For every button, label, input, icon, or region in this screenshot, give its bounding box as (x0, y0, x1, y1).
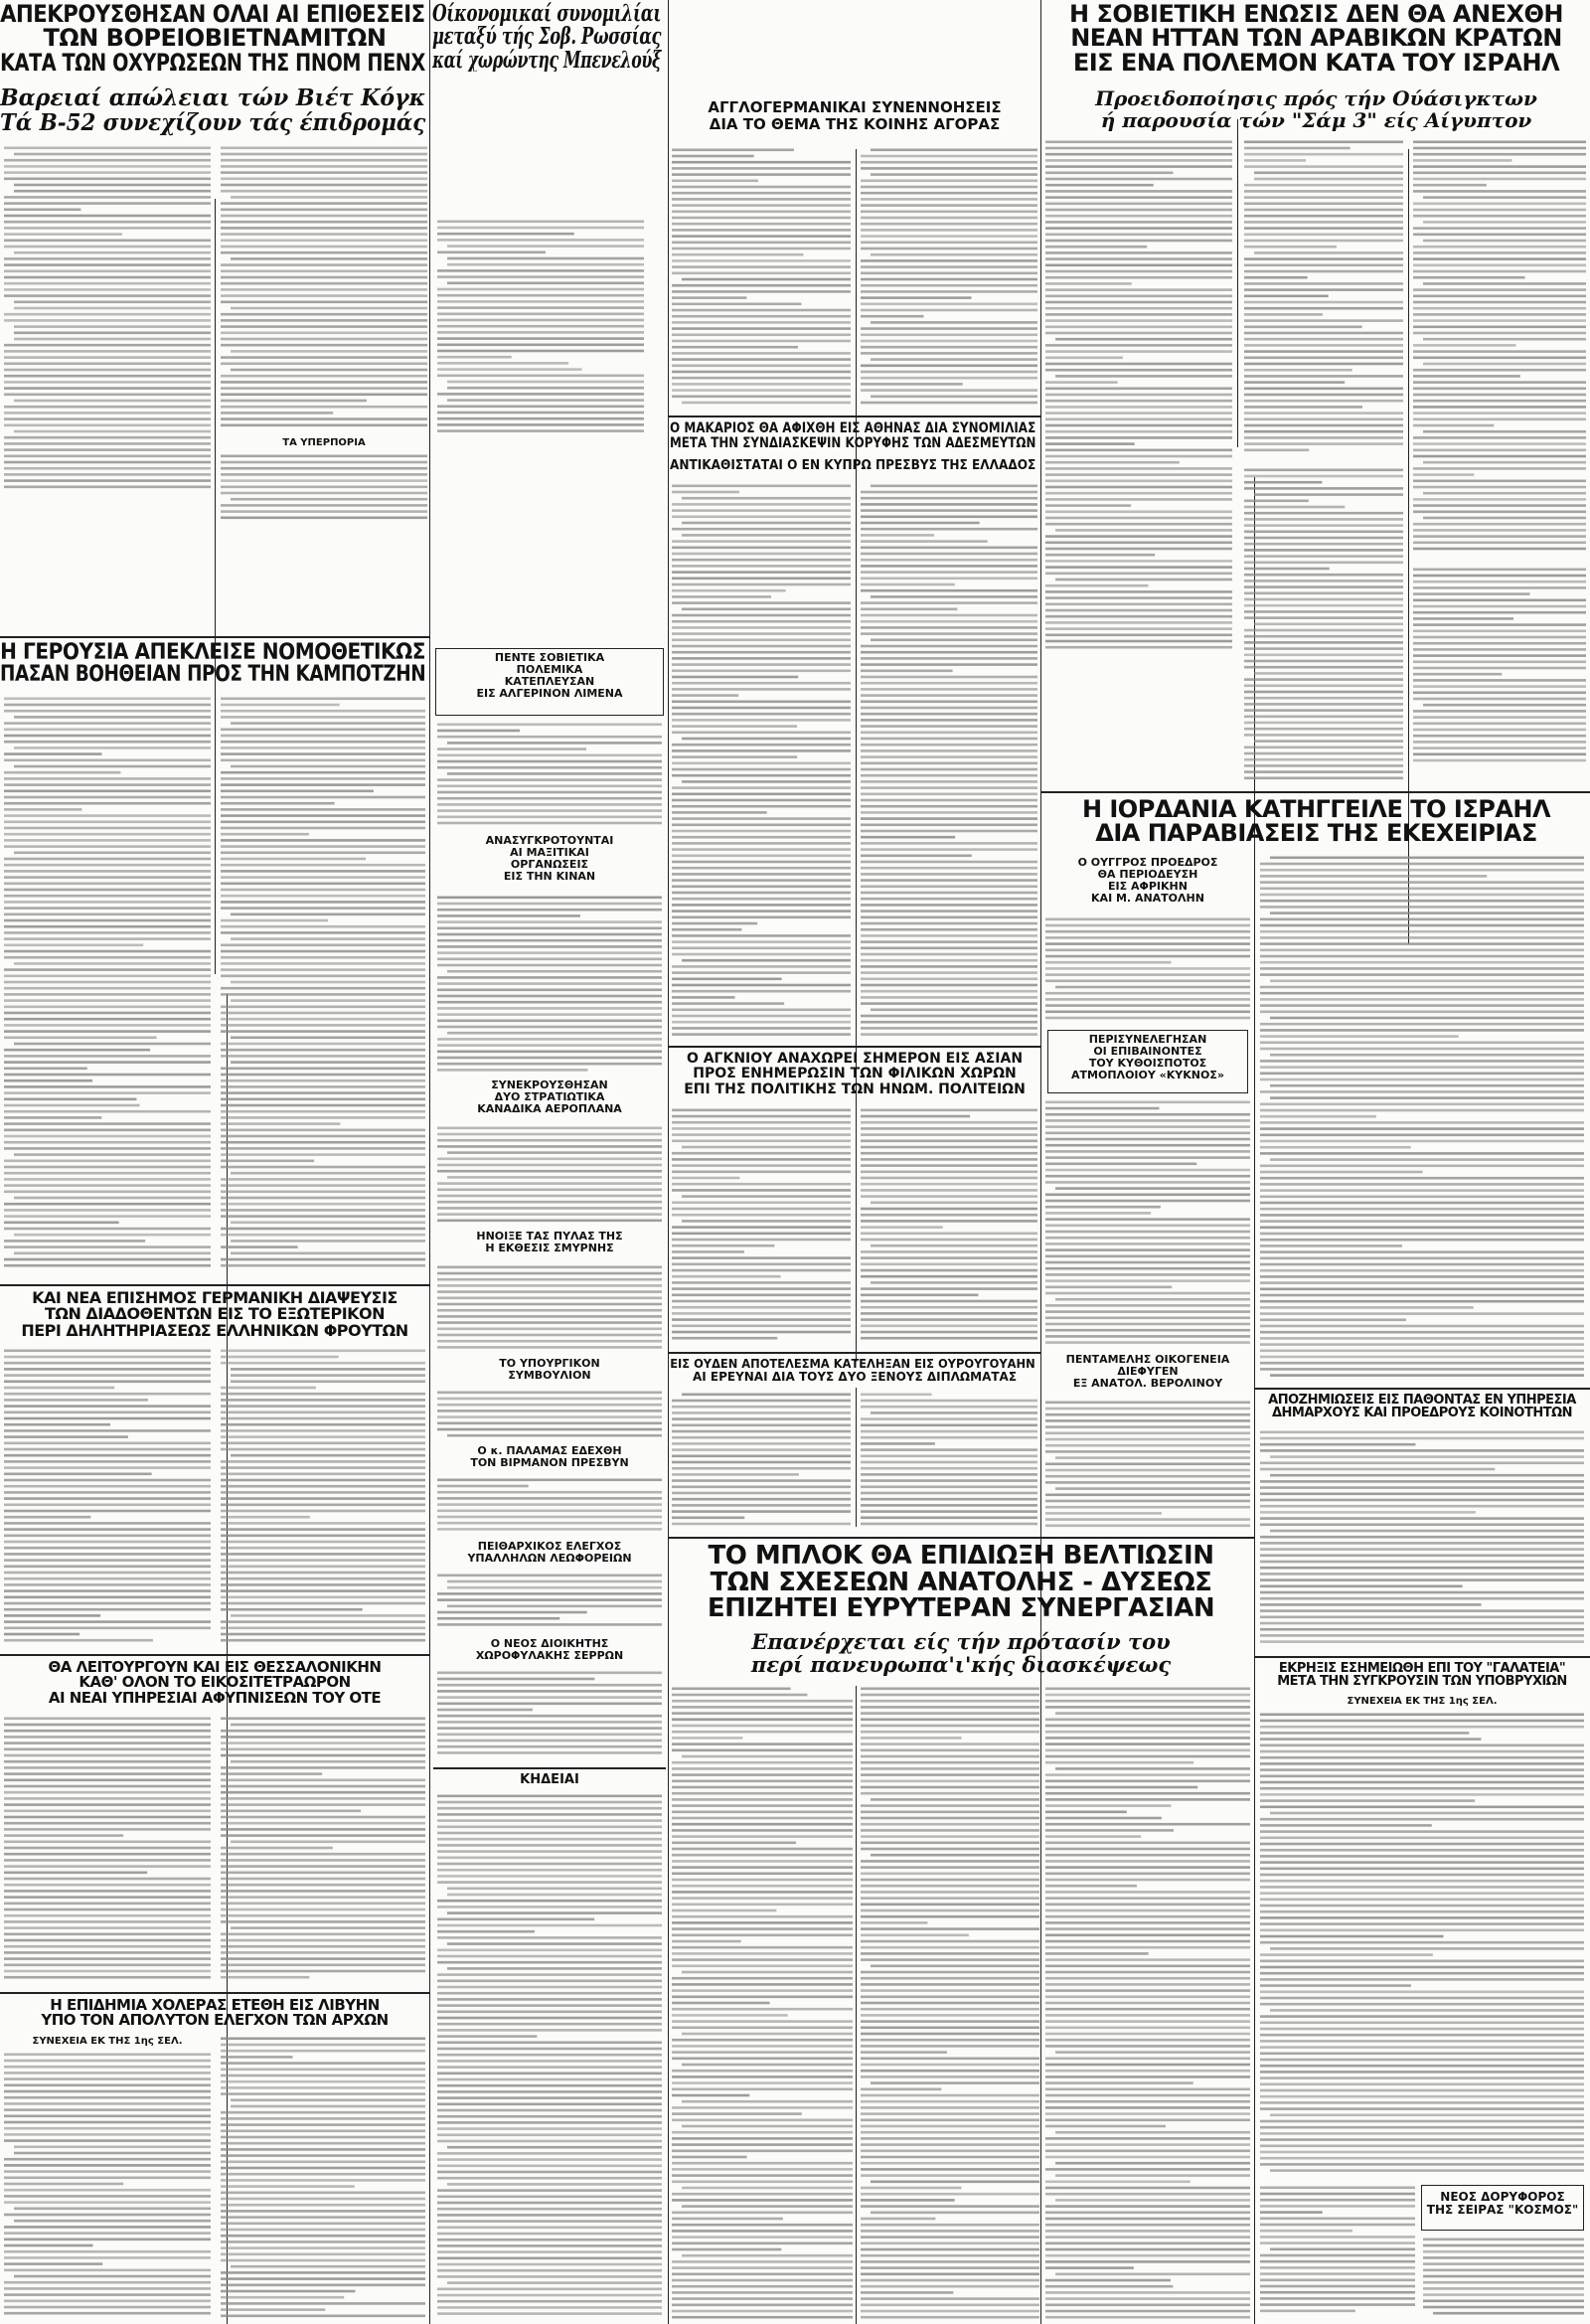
section-title-collision (437, 1079, 662, 1115)
article-text (672, 1107, 851, 1346)
kicker-line: ΚΗΔΕΙΑΙ (520, 1773, 579, 1787)
article-text (672, 1686, 853, 2322)
text-lines-graphic (4, 1348, 211, 1646)
article-text (1045, 1099, 1250, 1348)
section-title-hungarian (1045, 857, 1250, 905)
article-text (437, 895, 662, 1074)
text-lines-graphic (221, 145, 427, 433)
text-lines-graphic (1045, 916, 1250, 1026)
headline-line: ΔΗΜΑΡΧΟΥΣ ΚΑΙ ΠΡΟΕΔΡΟΥΣ ΚΟΙΝΟΤΗΤΩΝ (1271, 1406, 1573, 1420)
column-rule (668, 0, 669, 2324)
kicker-line: ΗΝΟΙΞΕ ΤΑΣ ΠΥΛΑΣ ΤΗΣ (476, 1231, 623, 1243)
text-lines-graphic (437, 722, 662, 831)
column-rule (856, 1686, 857, 2324)
headline-line: ΚΑΙ ΝΕΑ ΕΠΙΣΗΜΟΣ ΓΕΡΜΑΝΙΚΗ ΔΙΑΨΕΥΣΙΣ (32, 1290, 398, 1307)
text-lines-graphic (1260, 855, 1584, 1382)
headline-line: ΑΠΟΖΗΜΙΩΣΕΙΣ ΕΙΣ ΠΑΘΟΝΤΑΣ ΕΝ ΥΠΗΡΕΣΙΑ (1268, 1394, 1576, 1408)
text-lines-graphic (1045, 1400, 1250, 1533)
headline-line: ΑΠΕΚΡΟΥΣΘΗΣΑΝ ΟΛΑΙ ΑΙ ΕΠΙΘΕΣΕΙΣ (0, 2, 425, 28)
headline-line: ΕΠΙΖΗΤΕΙ ΕΥΡΥΤΕΡΑΝ ΣΥΝΕΡΓΑΣΙΑΝ (707, 1593, 1215, 1622)
text-lines-graphic (4, 696, 211, 1272)
divider (433, 1767, 666, 1769)
article-text (861, 1107, 1037, 1346)
headline-line: ΤΩΝ ΒΟΡΕΙΟΒΙΕΤΝΑΜΙΤΩΝ (43, 24, 387, 53)
text-lines-graphic (861, 147, 1037, 408)
article-text (1244, 139, 1403, 457)
column-rule (1237, 119, 1238, 447)
article-text (861, 1392, 1037, 1531)
kicker-line: ΕΙΣ ΟΥΔΕΝ ΑΠΟΤΕΛΕΣΜΑ ΚΑΤΕΛΗΞΑΝ ΕΙΣ ΟΥΡΟΥΓΟΥΑΗΝ (670, 1358, 1035, 1371)
kicker-line: ΔΥΟ ΣΤΡΑΤΙΩΤΙΚΑ (494, 1090, 605, 1104)
article-text (437, 1390, 662, 1439)
article-text (672, 483, 851, 1040)
article-text (861, 1686, 1039, 2322)
kicker-line: ΑΝΑΣΥΓΚΡΟΤΟΥΝΤΑΙ (485, 835, 614, 847)
text-lines-graphic (437, 1670, 662, 1759)
subheadline-anglogerman (670, 99, 1039, 132)
article-text (1260, 2185, 1415, 2320)
article-text (861, 147, 1037, 408)
continued-label (1260, 1696, 1584, 1707)
text-lines-graphic (1413, 567, 1586, 765)
text-lines-graphic (1244, 467, 1403, 785)
article-text (1045, 916, 1250, 1026)
kicker-line: ΕΞ ΑΝΑΤΟΛ. ΒΕΡΟΛΙΝΟΥ (1072, 1377, 1223, 1391)
kicker-line: Ο ΝΕΟΣ ΔΙΟΙΚΗΤΗΣ (490, 1638, 609, 1650)
headline-agnew (670, 1052, 1039, 1097)
article-text (437, 722, 662, 831)
text-lines-graphic (437, 219, 644, 437)
kicker-line: ΔΙΑ ΤΟ ΘΕΜΑ ΤΗΣ ΚΟΙΝΗΣ ΑΓΟΡΑΣ (709, 114, 1001, 132)
text-lines-graphic (1045, 139, 1232, 656)
divider (668, 1046, 1040, 1048)
kicker-line: ΤΟΥ ΚΥΘΟΙΣΠΟΤΟΣ (1088, 1057, 1207, 1071)
headline-germany-fruits (0, 1290, 429, 1339)
kicker-line: ΟΙ ΕΠΙΒΑΙΝΟΝΤΕΣ (1093, 1045, 1202, 1059)
divider (668, 415, 1040, 417)
section-title-funerals (437, 1773, 662, 1787)
article-text (1260, 1712, 1584, 2179)
headline-soviet-benelux (432, 2, 665, 72)
subheadline-makarios (670, 459, 1039, 473)
kicker-line: ΤΟΝ ΒΙΡΜΑΝΟΝ ΠΡΕΣΒΥΝ (470, 1456, 629, 1470)
text-lines-graphic (437, 1793, 662, 2320)
subheadline-line: ή παρουσία τών "Σάμ 3" είς Αίγυπτον (1100, 108, 1532, 131)
kicker-line: ΤΟ ΥΠΟΥΡΓΙΚΟΝ (499, 1358, 600, 1370)
text-lines-graphic (221, 696, 425, 1272)
text-lines-graphic (437, 1573, 662, 1632)
kicker-line: Ο ΜΑΚΑΡΙΟΣ ΘΑ ΑΦΙΧΘΗ ΕΙΣ ΑΘΗΝΑΣ ΔΙΑ ΣΥΝΟΜΙΛΙΑΣ (670, 421, 1036, 436)
kicker-line: ΣΥΝΕΚΡΟΥΣΘΗΣΑΝ (491, 1079, 608, 1091)
kicker-line: ΣΥΝΕΧΕΙΑ ΕΚ ΤΗΣ 1ης ΣΕΛ. (1347, 1696, 1498, 1707)
text-lines-graphic (1423, 2237, 1584, 2320)
kicker-line: ΔΙΕΦΥΓΕΝ (1117, 1365, 1179, 1379)
kicker-line: ΕΠΙ ΤΗΣ ΠΟΛΙΤΙΚΗΣ ΤΩΝ ΗΝΩΜ. ΠΟΛΙΤΕΙΩΝ (684, 1080, 1026, 1097)
section-title (221, 437, 427, 448)
headline-line: ΠΑΣΑΝ ΒΟΗΘΕΙΑΝ ΠΡΟΣ ΤΗΝ ΚΑΜΠΟΤΖΗΝ (0, 662, 426, 687)
headline-uruguay (670, 1358, 1039, 1384)
subheadline-pnom-penh (0, 85, 429, 136)
kicker-line: ΠΕΙΘΑΡΧΙΚΟΣ ΕΛΕΓΧΟΣ (477, 1541, 622, 1553)
section-title-council (437, 1358, 662, 1382)
section-title-soviet-ships (437, 652, 662, 700)
kicker-line: ΤΗΣ ΣΕΙΡΑΣ "ΚΟΣΜΟΣ" (1426, 2203, 1579, 2218)
text-lines-graphic (861, 1107, 1037, 1346)
kicker-line: ΠΕΝΤΕ ΣΟΒΙΕΤΙΚΑ (494, 652, 605, 664)
article-text (1413, 139, 1586, 557)
headline-line: Οίκονομικαί συνομιλίαι (432, 2, 662, 27)
article-text (672, 147, 851, 408)
column-rule (856, 1388, 857, 1527)
kicker-line: ΠΟΛΕΜΙΚΑ (516, 663, 583, 677)
kicker-line: ΚΑΙ Μ. ΑΝΑΤΟΛΗΝ (1091, 892, 1204, 906)
text-lines-graphic (672, 1107, 851, 1346)
headline-line: ΝΕΑΝ ΗΤΤΑΝ ΤΩΝ ΑΡΑΒΙΚΩΝ ΚΡΑΤΩΝ (1070, 24, 1562, 53)
kicker-line: ΕΙΣ ΤΗΝ ΚΙΝΑΝ (503, 870, 596, 884)
headline-compensation (1256, 1394, 1588, 1420)
section-title-palamas (437, 1445, 662, 1469)
text-lines-graphic (861, 483, 1037, 1040)
article-text (221, 145, 427, 433)
article-text (4, 1716, 211, 1984)
text-lines-graphic (672, 1392, 851, 1531)
headline-line: ΥΠΟ ΤΟΝ ΑΠΟΛΥΤΟΝ ΕΛΕΓΧΟΝ ΤΩΝ ΑΡΧΩΝ (41, 2011, 389, 2029)
text-lines-graphic (672, 1686, 853, 2322)
kicker-line: ΑΝΤΙΚΑΘΙΣΤΑΤΑΙ Ο ΕΝ ΚΥΠΡΩ ΠΡΕΣΒΥΣ ΤΗΣ ΕΛΛΑΔΟΣ (670, 459, 1036, 473)
text-lines-graphic (672, 483, 851, 1040)
kicker-line: ΧΩΡΟΦΥΛΑΚΗΣ ΣΕΡΡΩΝ (475, 1649, 624, 1663)
section-title-kosmos (1423, 2191, 1582, 2217)
article-text (437, 1264, 662, 1354)
kicker-line: ΥΠΑΛΛΗΛΩΝ ΛΕΩΦΟΡΕΙΩΝ (467, 1552, 632, 1566)
kicker-line: ΘΑ ΠΕΡΙΟΔΕΥΣΗ (1097, 868, 1198, 882)
article-text (861, 483, 1037, 1040)
headline-line: Η ΕΠΙΔΗΜΙΑ ΧΟΛΕΡΑΣ ΕΤΕΘΗ ΕΙΣ ΛΙΒΥΗΝ (50, 1998, 380, 2014)
article-text (221, 2036, 425, 2320)
text-lines-graphic (221, 1716, 425, 1984)
headline-line: ΤΟ ΜΠΛΟΚ ΘΑ ΕΠΙΔΙΩΞΗ ΒΕΛΤΙΩΣΙΝ (708, 1543, 1214, 1571)
article-text (1260, 1429, 1584, 1650)
text-lines-graphic (437, 1264, 662, 1354)
text-lines-graphic (861, 1686, 1039, 2322)
divider (0, 1992, 429, 1994)
divider (668, 1537, 1254, 1539)
article-text (4, 145, 211, 495)
article-text (437, 219, 644, 437)
headline-soviet-israel (1042, 2, 1590, 75)
divider (0, 636, 429, 638)
article-text (1045, 1686, 1250, 2322)
kicker-line: ΣΥΜΒΟΥΛΙΟΝ (508, 1369, 591, 1383)
headline-line: μεταξύ τής Σοβ. Ρωσσίας (432, 23, 662, 51)
subheadline-line: Προειδοποίησις πρός τήν Ούάσιγκτων (1095, 87, 1537, 110)
subheadline-line: Τά Β-52 συνεχίζουν τάς έπιδρομάς (0, 109, 426, 136)
kicker-line: Ο ΟΥΓΓΡΟΣ ΠΡΟΕΔΡΟΣ (1077, 857, 1218, 869)
kicker-line: Ο κ. ΠΑΛΑΜΑΣ ΕΔΕΧΘΗ (477, 1445, 622, 1457)
text-lines-graphic (4, 1716, 211, 1984)
kicker-line: ΤΑ ΥΠΕΡΠΟΡΙΑ (282, 437, 366, 448)
subheadline-line: Επανέρχεται είς τήν πρότασίν του (751, 1630, 1171, 1654)
headline-line: ΕΚΡΗΞΙΣ ΕΣΗΜΕΙΩΘΗ ΕΠΙ ΤΟΥ "ΓΑΛΑΤΕΙΑ" (1278, 1662, 1566, 1676)
divider (668, 1352, 1040, 1354)
article-text (221, 453, 427, 523)
section-title-buses (437, 1541, 662, 1565)
article-text (1260, 855, 1584, 1382)
kicker-line: ΕΙΣ ΑΦΡΙΚΗΝ (1108, 880, 1188, 894)
kicker-line: ΠΕΝΤΑΜΕΛΗΣ ΟΙΚΟΓΕΝΕΙΑ (1065, 1354, 1230, 1366)
article-text (4, 2052, 211, 2320)
kicker-line: ΟΡΓΑΝΩΣΕΙΣ (510, 858, 589, 872)
article-text (221, 1348, 425, 1646)
kicker-line: ΣΥΝΕΧΕΙΑ ΕΚ ΤΗΣ 1ης ΣΕΛ. (32, 2036, 183, 2047)
headline-line: ΕΙΣ ΕΝΑ ΠΟΛΕΜΟΝ ΚΑΤΑ ΤΟΥ ΙΣΡΑΗΛ (1072, 48, 1560, 76)
section-title-kyknos (1049, 1034, 1246, 1081)
article-text (4, 1348, 211, 1646)
kicker-line: Η ΕΚΘΕΣΙΣ ΣΜΥΡΝΗΣ (485, 1242, 614, 1255)
kicker-line: ΑΙ ΜΑΞΙΤΙΚΑΙ (510, 846, 589, 860)
headline-line: ΜΕΤΑ ΤΗΝ ΣΥΓΚΡΟΥΣΙΝ ΤΩΝ ΥΠΟΒΡΥΧΙΩΝ (1277, 1674, 1567, 1689)
kicker-line: ΚΑΝΑΔΙΚΑ ΑΕΡΟΠΛΑΝΑ (477, 1102, 622, 1116)
text-lines-graphic (437, 895, 662, 1074)
kicker-line: ΠΕΡΙΣΥΝΕΛΕΓΗΣΑΝ (1088, 1034, 1207, 1046)
headline-line: ΔΙΑ ΠΑΡΑΒΙΑΣΕΙΣ ΤΗΣ ΕΚΕΧΕΙΡΙΑΣ (1095, 819, 1537, 846)
continued-label (4, 2036, 211, 2047)
text-lines-graphic (1260, 1429, 1584, 1650)
headline-line: Η ΣΟΒΙΕΤΙΚΗ ΕΝΩΣΙΣ ΔΕΝ ΘΑ ΑΝΕΧΘΗ (1069, 2, 1563, 28)
text-lines-graphic (672, 147, 851, 408)
text-lines-graphic (221, 1348, 425, 1646)
headline-line: ΚΑΤΑ ΤΩΝ ΟΧΥΡΩΣΕΩΝ ΤΗΣ ΠΝΟΜ ΠΕΝΧ (0, 48, 425, 76)
column-rule (429, 0, 430, 2324)
subheadline-line: Βαρειαί απώλειαι τών Βιέτ Κόγκ (0, 85, 426, 111)
text-lines-graphic (437, 1125, 662, 1225)
subheadline-soviet-israel (1042, 87, 1590, 131)
text-lines-graphic (437, 1390, 662, 1439)
headline-pnom-penh (0, 2, 429, 75)
text-lines-graphic (1413, 139, 1586, 557)
headline-line: Η ΓΕΡΟΥΣΙΑ ΑΠΕΚΛΕΙΣΕ ΝΟΜΟΘΕΤΙΚΩΣ (0, 642, 426, 665)
kicker-line: ΠΡΟΣ ΕΝΗΜΕΡΩΣΙΝ ΤΩΝ ΦΙΛΙΚΩΝ ΧΩΡΩΝ (693, 1066, 1017, 1082)
headline-galatea (1256, 1662, 1588, 1689)
article-text (1045, 1400, 1250, 1533)
article-text (4, 696, 211, 1272)
headline-senate-cambodia (0, 642, 429, 687)
kicker-line: ΜΕΤΑ ΤΗΝ ΣΥΝΔΙΑΣΚΕΨΙΝ ΚΟΡΥΦΗΣ ΤΩΝ ΑΔΕΣΜΕΥΤΩΝ (670, 435, 1036, 452)
divider (1254, 1656, 1590, 1658)
kicker-line: ΝΕΟΣ ΔΟΡΥΦΟΡΟΣ (1440, 2191, 1565, 2204)
article-text (437, 1670, 662, 1759)
divider (1254, 1388, 1590, 1390)
kicker-line: ΕΙΣ ΑΛΓΕΡΙΝΟΝ ΛΙΜΕΝΑ (476, 687, 623, 701)
text-lines-graphic (1260, 1712, 1584, 2179)
article-text (1413, 567, 1586, 765)
kicker-line: Ο ΑΓΚΝΙΟΥ ΑΝΑΧΩΡΕΙ ΣΗΜΕΡΟΝ ΕΙΣ ΑΣΙΑΝ (686, 1052, 1024, 1067)
headline-line: ΑΙ ΝΕΑΙ ΥΠΗΡΕΣΙΑΙ ΑΦΥΠΝΙΣΕΩΝ ΤΟΥ ΟΤΕ (48, 1688, 382, 1706)
text-lines-graphic (1045, 1099, 1250, 1348)
headline-line: Η ΙΟΡΔΑΝΙΑ ΚΑΤΗΓΓΕΙΛΕ ΤΟ ΙΣΡΑΗΛ (1081, 797, 1551, 823)
article-text (221, 696, 425, 1272)
article-text (437, 1793, 662, 2320)
headline-bloc (670, 1543, 1252, 1622)
text-lines-graphic (221, 2036, 425, 2320)
text-lines-graphic (437, 1477, 662, 1537)
text-lines-graphic (4, 145, 211, 495)
article-text (437, 1573, 662, 1632)
divider (0, 1284, 429, 1286)
article-text (1423, 2237, 1584, 2320)
subheadline-line: περί πανευρωπα'ι'κής διασκέψεως (750, 1652, 1172, 1677)
kicker-line: ΚΑΤΕΠΛΕΥΣΑΝ (504, 675, 595, 689)
article-text (1244, 467, 1403, 785)
headline-cholera (0, 1998, 429, 2029)
section-title-serres (437, 1638, 662, 1662)
article-text (672, 1392, 851, 1531)
article-text (1045, 139, 1232, 656)
headline-jordan-israel (1042, 797, 1590, 846)
headline-thessaloniki (0, 1660, 429, 1706)
headline-line: ΠΕΡΙ ΔΗΛΗΤΗΡΙΑΣΕΩΣ ΕΛΛΗΝΙΚΩΝ ΦΡΟΥΤΩΝ (21, 1320, 408, 1339)
column-rule (856, 149, 857, 1362)
text-lines-graphic (4, 2052, 211, 2320)
kicker-line: ΑΓΓΛΟΓΕΡΜΑΝΙΚΑΙ ΣΥΝΕΝΝΟΗΣΕΙΣ (708, 99, 1002, 116)
divider (0, 1654, 429, 1656)
divider (1040, 791, 1590, 793)
headline-line: ΤΩΝ ΣΧΕΣΕΩΝ ΑΝΑΤΟΛΗΣ - ΔΥΣΕΩΣ (710, 1567, 1212, 1597)
kicker-line: ΑΙ ΕΡΕΥΝΑΙ ΔΙΑ ΤΟΥΣ ΔΥΟ ΞΕΝΟΥΣ ΔΙΠΛΩΜΑΤΑΣ (692, 1370, 1018, 1385)
article-text (221, 1716, 425, 1984)
text-lines-graphic (221, 453, 427, 523)
column-rule (1040, 0, 1041, 2324)
headline-line: ΤΩΝ ΔΙΑΔΟΘΕΝΤΩΝ ΕΙΣ ΤΟ ΕΞΩΤΕΡΙΚΟΝ (44, 1304, 386, 1324)
text-lines-graphic (1244, 139, 1403, 457)
text-lines-graphic (861, 1392, 1037, 1531)
headline-line: ΘΑ ΛΕΙΤΟΥΡΓΟΥΝ ΚΑΙ ΕΙΣ ΘΕΣΣΑΛΟΝΙΚΗΝ (48, 1660, 382, 1676)
headline-makarios (670, 421, 1039, 452)
text-lines-graphic (1260, 2185, 1415, 2320)
section-title-smyrni (437, 1231, 662, 1254)
headline-line: καί χωρώντης Μπενελούξ (432, 46, 662, 73)
headline-line: ΚΑΘ' ΟΛΟΝ ΤΟ ΕΙΚΟΣΙΤΕΤΡΑΩΡΟΝ (79, 1673, 351, 1692)
subheadline-bloc (670, 1630, 1252, 1676)
kicker-line: ΑΤΜΟΠΛΟΙΟΥ «ΚΥΚΝΟΣ» (1071, 1069, 1224, 1082)
text-lines-graphic (1045, 1686, 1250, 2322)
section-title-marxist (437, 835, 662, 883)
section-title-family (1045, 1354, 1250, 1390)
column-rule (215, 199, 216, 974)
article-text (437, 1477, 662, 1537)
article-text (437, 1125, 662, 1225)
